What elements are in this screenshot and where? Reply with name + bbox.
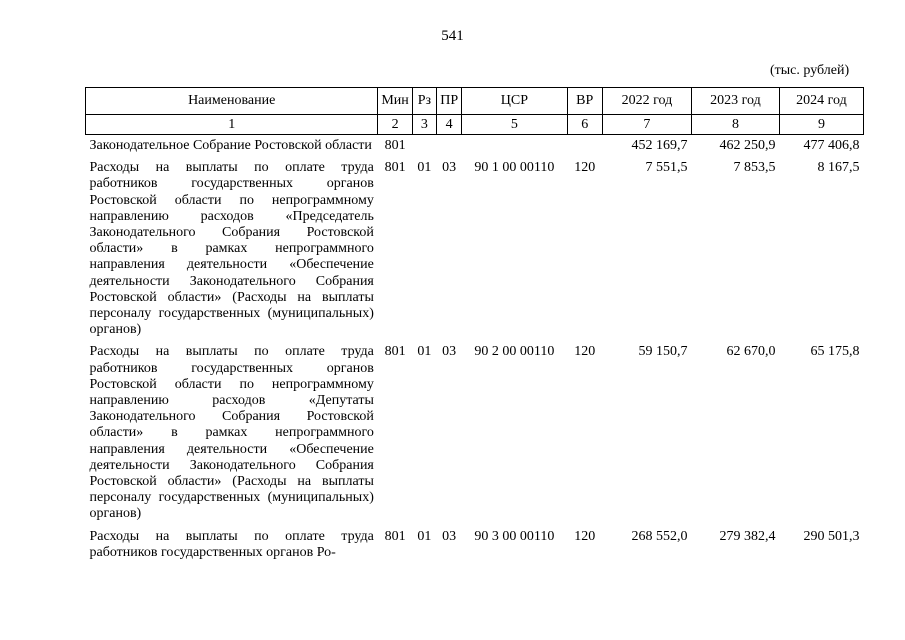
header-pr: ПР (437, 88, 462, 115)
row-csr: 90 3 00 00110 (474, 528, 555, 544)
index-7: 7 (602, 115, 691, 135)
header-index-row (86, 115, 864, 135)
index-6: 6 (567, 115, 602, 135)
row-vr: 120 (574, 528, 596, 544)
row-csr: 90 1 00 00110 (474, 160, 555, 176)
row-2022: 7 551,5 (645, 160, 688, 176)
row-2023: 462 250,9 (719, 138, 776, 153)
row-csr (462, 135, 567, 158)
row-2023: 279 382,4 (719, 528, 776, 544)
row-2024: 65 175,8 (810, 344, 860, 360)
index-3: 3 (412, 115, 436, 135)
row-pr (437, 135, 462, 158)
row-rz (412, 135, 436, 158)
header-name: Наименование (86, 88, 378, 115)
header-row (86, 88, 864, 115)
row-name: Расходы на выплаты по оплате труда работников государственных органов Ро- (89, 528, 374, 560)
row-csr: 90 2 00 00110 (474, 344, 555, 360)
row-vr (567, 135, 602, 158)
row-2022: 452 169,7 (631, 138, 688, 153)
header-vr: ВР (567, 88, 602, 115)
row-2022: 268 552,0 (631, 528, 688, 544)
index-9: 9 (779, 115, 863, 135)
header-csr: ЦСР (462, 88, 567, 115)
header-2023: 2023 год (691, 88, 779, 115)
row-min: 801 (384, 528, 406, 544)
index-4: 4 (437, 115, 462, 135)
row-pr: 03 (442, 528, 457, 544)
row-2022: 59 150,7 (638, 344, 688, 360)
row-vr: 120 (574, 160, 596, 176)
row-rz: 01 (417, 528, 432, 544)
row-2023: 62 670,0 (726, 344, 776, 360)
index-5: 5 (462, 115, 567, 135)
row-pr: 03 (442, 344, 457, 360)
row-rz: 01 (417, 160, 432, 176)
index-2: 2 (378, 115, 412, 135)
header-rz: Рз (412, 88, 436, 115)
header-2022: 2022 год (602, 88, 691, 115)
row-2024: 290 501,3 (803, 528, 860, 544)
table-row (86, 341, 864, 525)
row-min: 801 (384, 160, 406, 176)
page-number: 541 (441, 28, 464, 44)
row-name: Законодательное Собрание Ростовской области (89, 138, 372, 153)
row-rz: 01 (417, 344, 432, 360)
row-vr: 120 (574, 344, 596, 360)
row-2024: 8 167,5 (817, 160, 860, 176)
header-2024: 2024 год (779, 88, 863, 115)
budget-table (85, 87, 864, 564)
table-row (86, 526, 864, 564)
row-2024: 477 406,8 (803, 138, 860, 153)
row-name: Расходы на выплаты по оплате труда работников государственных органов Ростовской области по непрограммному направлению расходов «Депутаты Законодательного Собрания Ростовской области» в рамках непрограммного направления деятельности «Обеспечение деятельности Законодательного Собрания Ростовской области» (Расходы на выплаты персоналу государственных (муниципальных) органов) (89, 344, 374, 522)
header-min: Мин (378, 88, 412, 115)
units-label: (тыс. рублей) (770, 63, 850, 78)
index-8: 8 (691, 115, 779, 135)
index-1: 1 (86, 115, 378, 135)
table-row (86, 157, 864, 341)
table-row (86, 135, 864, 158)
row-pr: 03 (442, 160, 457, 176)
row-min: 801 (384, 138, 406, 153)
row-min: 801 (384, 344, 406, 360)
row-2023: 7 853,5 (733, 160, 776, 176)
row-name: Расходы на выплаты по оплате труда работников государственных органов Ростовской области по непрограммному направлению расходов «Председатель Законодательного Собрания Ростовской области» в рамках непрограммного направления деятельности «Обеспечение деятельности Законодательного Собрания Ростовской области» (Расходы на выплаты персоналу государственных (муниципальных) органов) (89, 160, 374, 338)
